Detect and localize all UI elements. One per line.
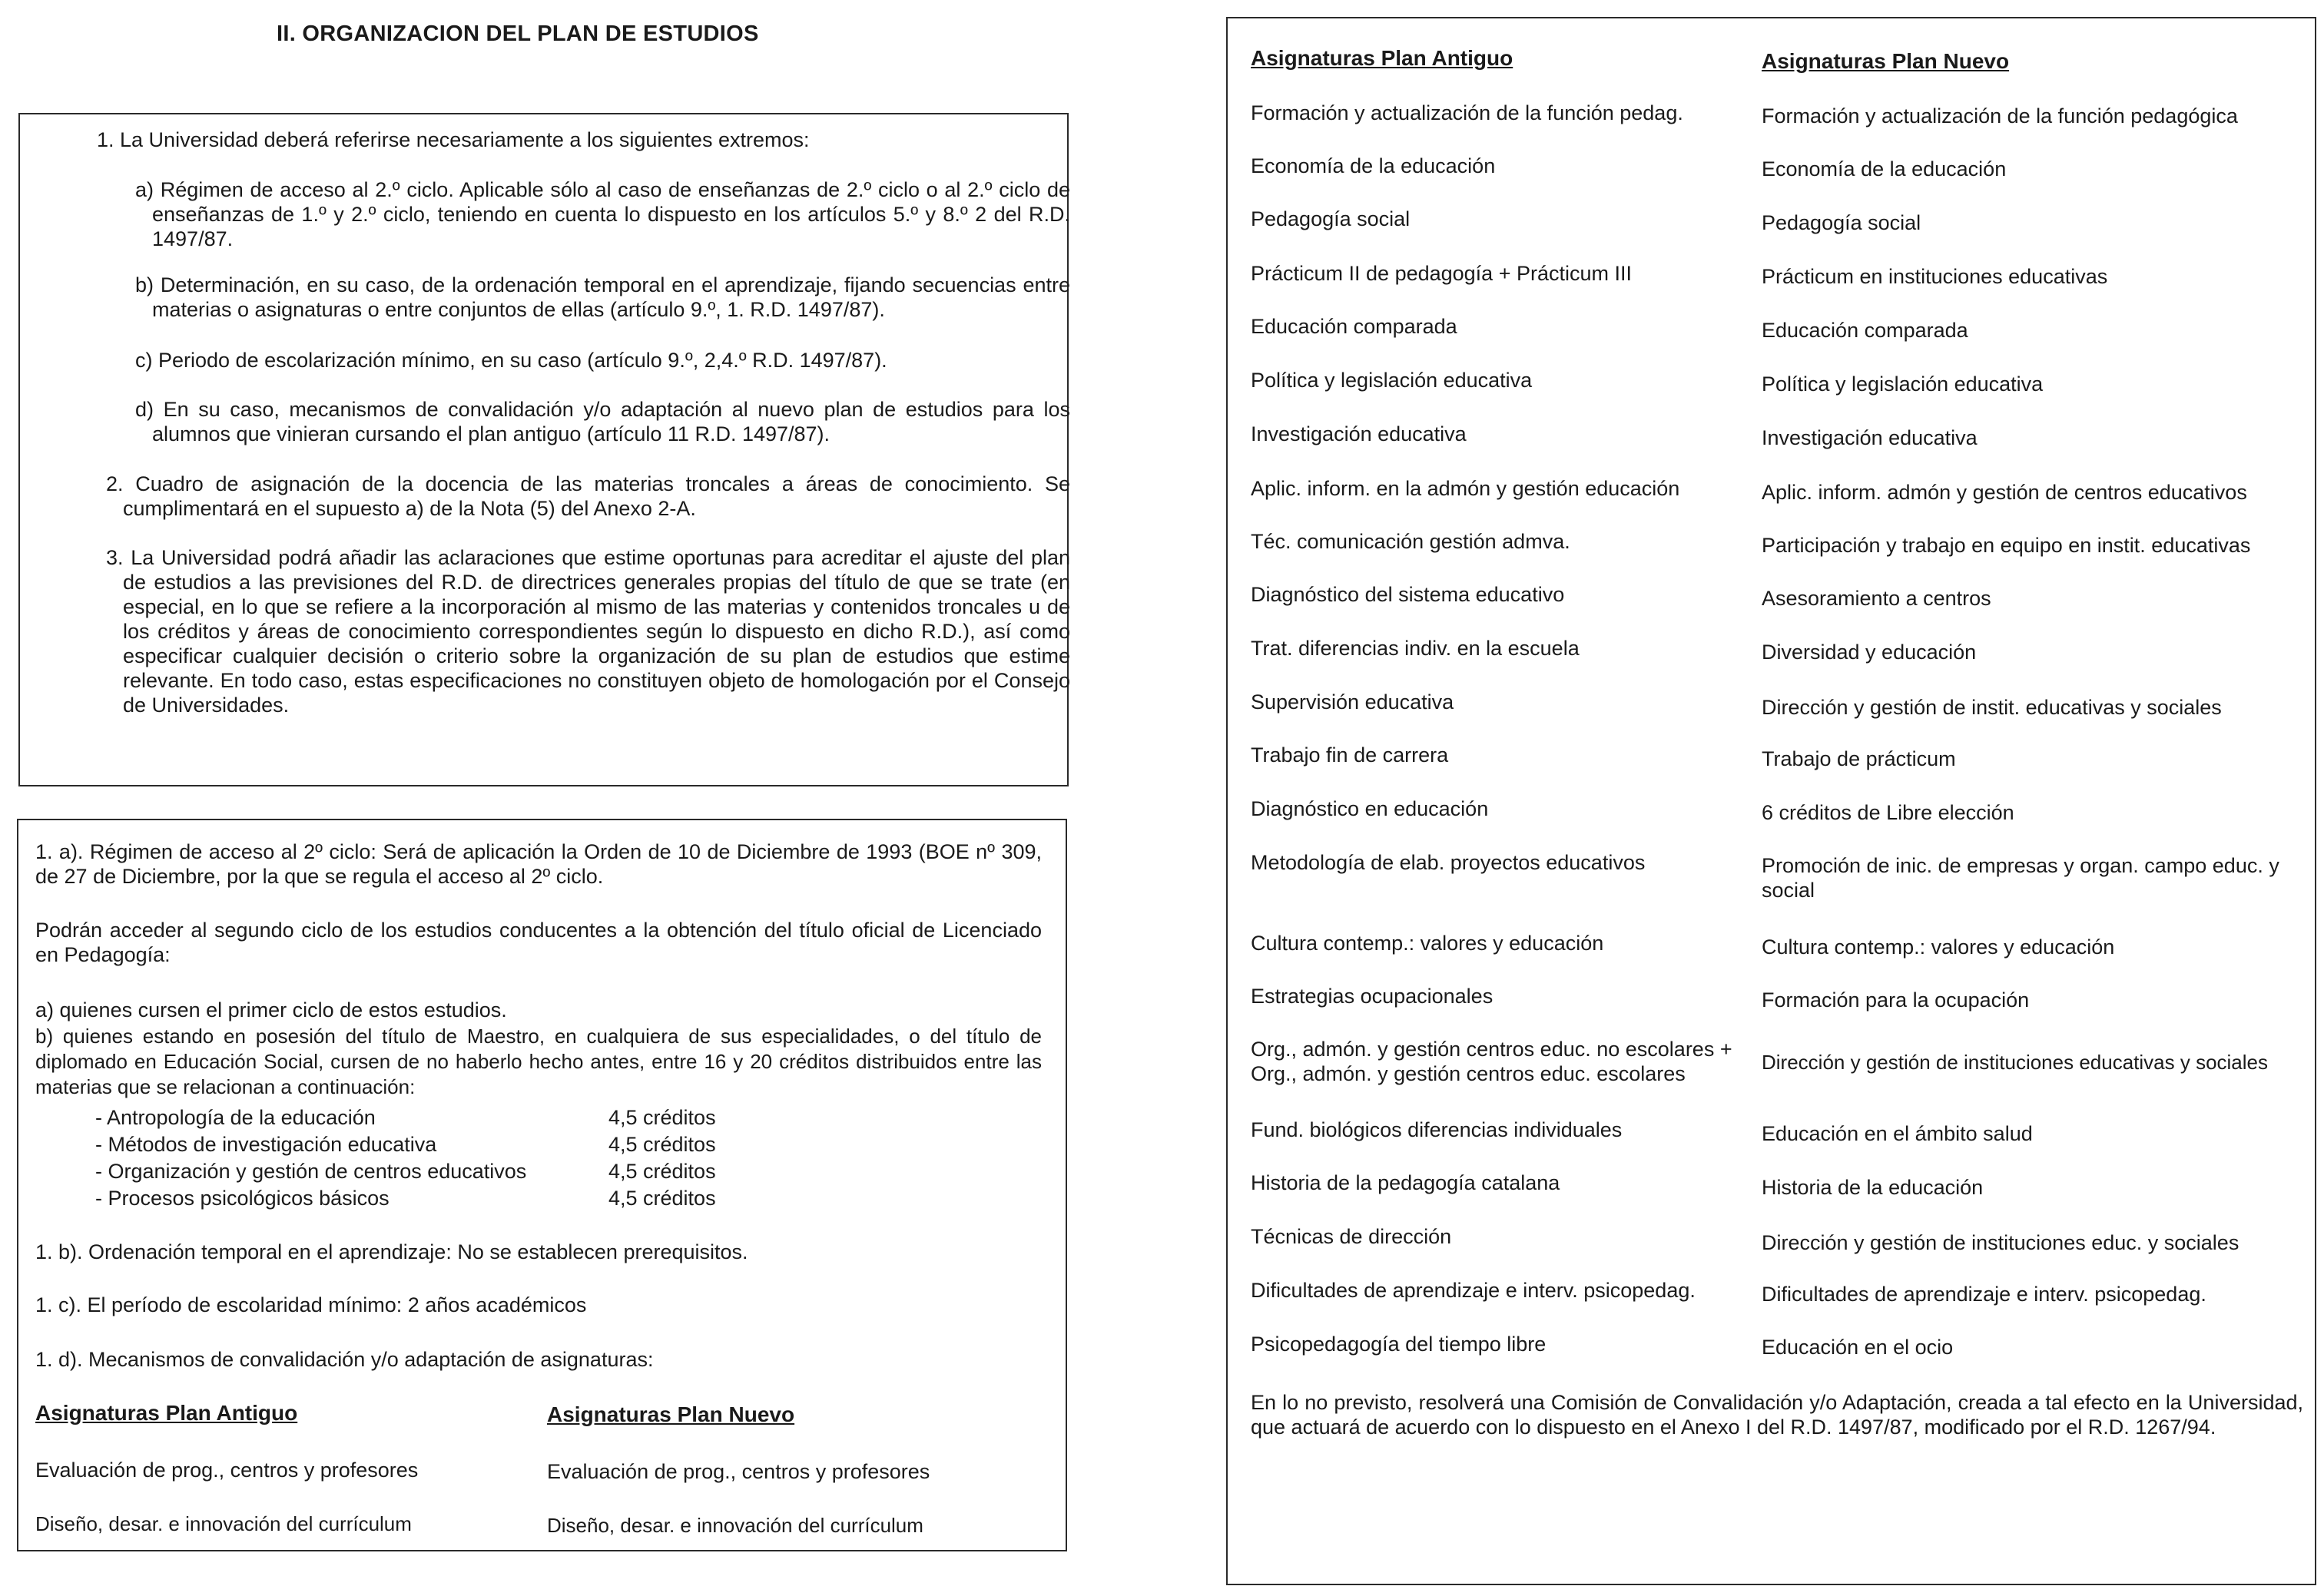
old-subject: Pedagogía social bbox=[1251, 207, 1411, 230]
old-subject: Diseño, desar. e innovación del currículum bbox=[35, 1512, 412, 1535]
new-subject: Investigación educativa bbox=[1762, 426, 1978, 449]
old-subject: Prácticum II de pedagogía + Prácticum III bbox=[1251, 262, 1632, 285]
old-subject: Diagnóstico en educación bbox=[1251, 797, 1489, 820]
old-subject: Estrategias ocupacionales bbox=[1251, 985, 1494, 1008]
min-schooling-period: 1. c). El período de escolaridad mínimo: 2 años académicos bbox=[35, 1293, 587, 1316]
item-2: 2. Cuadro de asignación de la docencia de las materias troncales a áreas de conocimiento. Se cumplimentará en el supuesto a) de la Nota (5) del Anexo 2-A. bbox=[106, 472, 1070, 520]
new-subject: Política y legislación educativa bbox=[1762, 373, 2044, 396]
old-subject: Evaluación de prog., centros y profesores bbox=[35, 1459, 419, 1482]
old-subject: Téc. comunicación gestión admva. bbox=[1251, 530, 1570, 553]
old-subject: Economía de la educación bbox=[1251, 154, 1496, 177]
course-name: - Organización y gestión de centros educativos bbox=[95, 1160, 527, 1183]
old-subject: Historia de la pedagogía catalana bbox=[1251, 1171, 1560, 1194]
new-subject: Dirección y gestión de instit. educativas y sociales bbox=[1762, 696, 2222, 719]
new-subject: 6 créditos de Libre elección bbox=[1762, 801, 2014, 824]
item-1-intro: 1. La Universidad deberá referirse necesariamente a los siguientes extremos: bbox=[97, 128, 810, 151]
eligibility-b: b) quienes estando en posesión del título de Maestro, en cualquiera de sus especialidades, o del título de diplomado en Educación Social, cursen de no haberlo hecho antes, entre 16 y 20 créditos distribuidos entre las materias que se relacionan a continuación: bbox=[35, 1025, 1042, 1098]
new-subject: Dirección y gestión de instituciones educ. y sociales bbox=[1762, 1231, 2239, 1254]
page-title: II. ORGANIZACION DEL PLAN DE ESTUDIOS bbox=[277, 22, 759, 46]
old-subject: Aplic. inform. en la admón y gestión educación bbox=[1251, 477, 1680, 500]
new-subject: Dificultades de aprendizaje e interv. psicopedag. bbox=[1762, 1283, 2206, 1306]
eligibility-a: a) quienes cursen el primer ciclo de estos estudios. bbox=[35, 998, 507, 1022]
item-a: a) Régimen de acceso al 2.º ciclo. Aplicable sólo al caso de enseñanzas de 2.º ciclo o al 2.º ciclo de enseñanzas de 1.º y 2.º ciclo, teniendo en cuenta lo dispuesto en los artículos 5.º y 8.º 2 del R.D. 1497/87. bbox=[135, 178, 1070, 250]
old-subject: Trat. diferencias indiv. en la escuela bbox=[1251, 637, 1580, 660]
new-subject: Aplic. inform. admón y gestión de centros educativos bbox=[1762, 481, 2247, 504]
item-d: d) En su caso, mecanismos de convalidación y/o adaptación al nuevo plan de estudios para los alumnos que vinieran cursando el plan antiguo (artículo 11 R.D. 1497/87). bbox=[135, 398, 1070, 445]
new-subject: Prácticum en instituciones educativas bbox=[1762, 265, 2108, 288]
old-subject: Org., admón. y gestión centros educ. no escolares + Org., admón. y gestión centros educ. escolares bbox=[1251, 1038, 1732, 1085]
new-plan-header: Asignaturas Plan Nuevo bbox=[1762, 49, 2010, 73]
course-name: - Antropología de la educación bbox=[95, 1106, 376, 1129]
new-plan-header: Asignaturas Plan Nuevo bbox=[547, 1402, 795, 1426]
course-credits: 4,5 créditos bbox=[608, 1160, 716, 1183]
old-plan-header: Asignaturas Plan Antiguo bbox=[1251, 46, 1513, 70]
new-subject: Diseño, desar. e innovación del currículum bbox=[547, 1514, 923, 1537]
old-subject: Psicopedagogía del tiempo libre bbox=[1251, 1333, 1547, 1356]
new-subject: Formación para la ocupación bbox=[1762, 988, 2030, 1012]
old-subject: Educación comparada bbox=[1251, 315, 1457, 338]
convalidation-table-box bbox=[1226, 17, 2316, 1585]
instructions-box bbox=[18, 113, 1069, 786]
access-regime-box bbox=[17, 819, 1067, 1551]
new-subject: Educación comparada bbox=[1762, 319, 1968, 342]
eligibility-paragraph: Podrán acceder al segundo ciclo de los estudios conducentes a la obtención del título oficial de Licenciado en Pedagogía: bbox=[35, 919, 1042, 966]
old-subject: Fund. biológicos diferencias individuales bbox=[1251, 1118, 1623, 1141]
old-subject: Metodología de elab. proyectos educativos bbox=[1251, 851, 1646, 874]
new-subject: Evaluación de prog., centros y profesores bbox=[547, 1460, 930, 1483]
new-subject: Asesoramiento a centros bbox=[1762, 587, 1991, 610]
new-subject: Diversidad y educación bbox=[1762, 641, 1977, 664]
footer-note: En lo no previsto, resolverá una Comisión de Convalidación y/o Adaptación, creada a tal efecto en la Universidad, que actuará de acuerdo con lo dispuesto en el Anexo I del R.D. 1497/87, modificado por el R.D. 1267/94. bbox=[1251, 1391, 2303, 1439]
old-subject: Trabajo fin de carrera bbox=[1251, 743, 1449, 767]
item-3: 3. La Universidad podrá añadir las aclaraciones que estime oportunas para acreditar el ajuste del plan de estudios a las previsiones del R.D. de directrices generales propias del título de que se trate (en especial, en lo que se refiere a la incorporación al mismo de las materias y contenidos troncales u de los créditos y áreas de conocimiento correspondientes según lo dispuesto en dicho R.D.), así como especificar cualquier decisión o criterio sobre la organización de su plan de estudios que estime relevante. En todo caso, estas especificaciones no constituyen objeto de homologación por el Consejo de Universidades. bbox=[106, 546, 1070, 717]
new-subject: Pedagogía social bbox=[1762, 211, 1921, 234]
old-subject: Dificultades de aprendizaje e interv. psicopedag. bbox=[1251, 1279, 1696, 1302]
new-subject: Economía de la educación bbox=[1762, 157, 2007, 180]
access-paragraph: 1. a). Régimen de acceso al 2º ciclo: Será de aplicación la Orden de 10 de Diciembre de 1993 (BOE nº 309, de 27 de Diciembre, por la que se regula el acceso al 2º ciclo. bbox=[35, 840, 1042, 888]
old-subject: Supervisión educativa bbox=[1251, 690, 1454, 714]
new-subject: Cultura contemp.: valores y educación bbox=[1762, 935, 2115, 959]
old-subject: Investigación educativa bbox=[1251, 422, 1467, 445]
new-subject: Historia de la educación bbox=[1762, 1176, 1984, 1199]
new-subject: Participación y trabajo en equipo en instit. educativas bbox=[1762, 534, 2251, 557]
new-subject: Promoción de inic. de empresas y organ. campo educ. y social bbox=[1762, 854, 2279, 902]
old-subject: Cultura contemp.: valores y educación bbox=[1251, 932, 1604, 955]
course-credits: 4,5 créditos bbox=[608, 1106, 716, 1129]
course-name: - Procesos psicológicos básicos bbox=[95, 1187, 390, 1210]
new-subject: Educación en el ámbito salud bbox=[1762, 1122, 2033, 1145]
temporal-order: 1. b). Ordenación temporal en el aprendizaje: No se establecen prerequisitos. bbox=[35, 1240, 748, 1263]
old-subject: Política y legislación educativa bbox=[1251, 369, 1533, 392]
old-subject: Formación y actualización de la función pedag. bbox=[1251, 101, 1683, 124]
old-subject: Diagnóstico del sistema educativo bbox=[1251, 583, 1565, 606]
old-plan-header: Asignaturas Plan Antiguo bbox=[35, 1401, 298, 1425]
old-subject: Técnicas de dirección bbox=[1251, 1225, 1452, 1248]
new-subject: Formación y actualización de la función pedagógica bbox=[1762, 104, 2238, 127]
item-b: b) Determinación, en su caso, de la ordenación temporal en el aprendizaje, fijando secuencias entre materias o asignaturas o entre conjuntos de ellas (artículo 9.º, 1. R.D. 1497/87). bbox=[135, 273, 1070, 321]
new-subject: Trabajo de prácticum bbox=[1762, 747, 1956, 770]
course-name: - Métodos de investigación educativa bbox=[95, 1133, 437, 1156]
new-subject: Educación en el ocio bbox=[1762, 1336, 1954, 1359]
new-subject: Dirección y gestión de instituciones educativas y sociales bbox=[1762, 1051, 2269, 1074]
course-credits: 4,5 créditos bbox=[608, 1187, 716, 1210]
course-credits: 4,5 créditos bbox=[608, 1133, 716, 1156]
convalidation-intro: 1. d). Mecanismos de convalidación y/o adaptación de asignaturas: bbox=[35, 1348, 654, 1371]
item-c: c) Periodo de escolarización mínimo, en su caso (artículo 9.º, 2,4.º R.D. 1497/87). bbox=[135, 349, 887, 372]
